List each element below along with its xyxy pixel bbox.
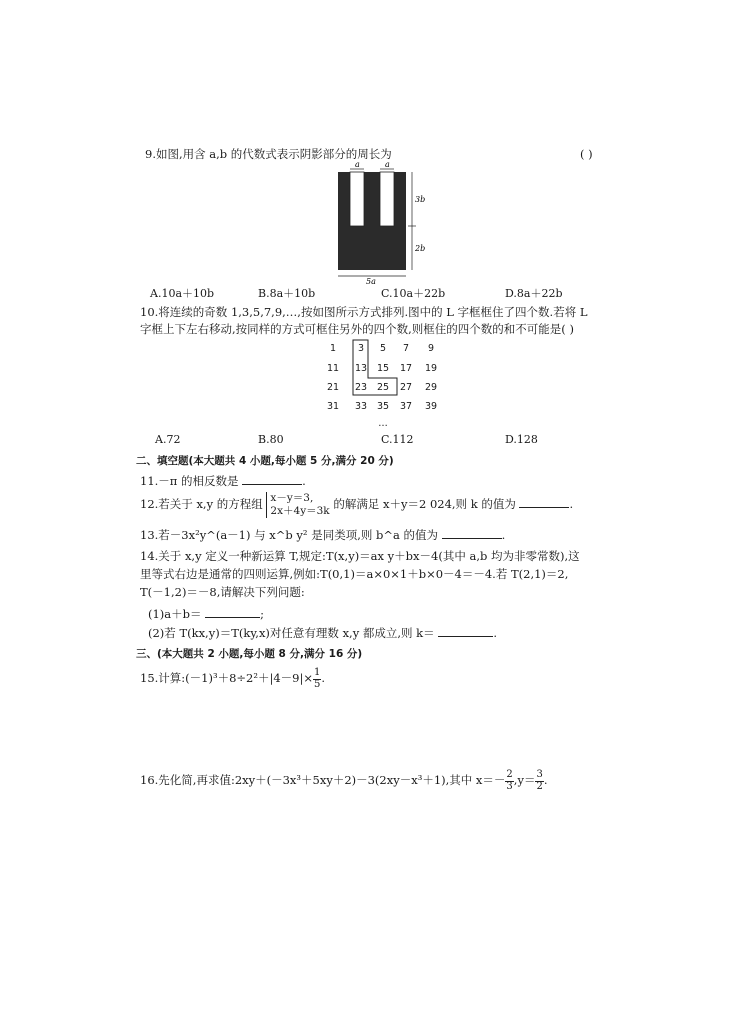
q15-text: 15.计算:(－1)³＋8÷2²＋|4－9|× (140, 671, 313, 685)
q12-equation-system (266, 492, 329, 518)
grid-cell: 3 (357, 343, 365, 354)
q13 (140, 528, 505, 542)
q11-end: . (302, 474, 306, 488)
q14-part1 (148, 607, 264, 621)
q16 (140, 770, 547, 792)
q14-part2 (148, 626, 497, 640)
grid-cell: 1 (329, 343, 337, 354)
grid-cell: 39 (424, 401, 438, 412)
q10-option-b: B.80 (258, 433, 284, 446)
q9-label-3b: 3b (415, 195, 426, 204)
q16-text: 16.先化简,再求值:2xy＋(－3x³＋5xy＋2)－3(2xy－x³＋1),其中 x＝－ (140, 773, 506, 787)
q10-option-a: A.72 (155, 433, 181, 446)
q14-part1-text: (1)a＋b＝ (148, 607, 202, 621)
grid-cell: 19 (424, 363, 438, 374)
q16-y-num: 3 (536, 769, 543, 780)
q16-y-den: 2 (536, 780, 543, 792)
q13-text: 13.若－3x²y^(a－1) 与 x^b y² 是同类项,则 b^a 的值为 (140, 528, 439, 542)
grid-cell: 9 (427, 343, 435, 354)
q16-mid: ,y＝ (513, 773, 536, 787)
q14-part2-text: (2)若 T(kx,y)＝T(ky,x)对任意有理数 x,y 都成立,则 k＝ (148, 626, 435, 640)
grid-cell: 35 (376, 401, 390, 412)
grid-cell: 27 (399, 382, 413, 393)
q13-end: . (501, 528, 506, 542)
q9-shaded-shape (338, 172, 406, 270)
grid-cell: 23 (354, 382, 368, 393)
q16-x-num: 2 (506, 769, 513, 780)
q10-stem-line1: 10.将连续的奇数 1,3,5,7,9,…,按如图所示方式排列.图中的 L 字框框住了四个数.若将 L (140, 305, 588, 319)
q11 (140, 474, 306, 488)
q9-stem: 9.如图,用含 a,b 的代数式表示阴影部分的周长为 (145, 147, 392, 161)
q15-end: . (321, 671, 325, 685)
q15 (140, 668, 325, 690)
q16-end: . (543, 773, 548, 787)
q9-option-a: A.10a＋10b (150, 287, 215, 300)
q14-part2-blank[interactable] (438, 635, 493, 637)
q9-label-a2: a (385, 160, 390, 169)
q14-line1: 14.关于 x,y 定义一种新运算 T,规定:T(x,y)＝ax y＋bx－4(其中 a,b 均为非零常数),这 (140, 549, 580, 563)
q10-l-frame (322, 338, 452, 418)
grid-cell: 7 (402, 343, 410, 354)
q15-frac-den: 5 (313, 678, 321, 690)
q12-pre: 12.若关于 x,y 的方程组 (140, 497, 263, 512)
grid-ellipsis: … (378, 418, 388, 429)
q11-answer-blank[interactable] (242, 483, 302, 485)
q14-part1-blank[interactable] (205, 616, 260, 618)
q10-option-c: C.112 (381, 433, 414, 446)
section-2-heading: 二、填空题(本大题共 4 小题,每小题 5 分,满分 20 分) (136, 455, 394, 467)
q13-answer-blank[interactable] (442, 537, 502, 539)
q16-y-fraction (535, 770, 543, 792)
q16-x-fraction (505, 770, 513, 792)
q9-label-5a: 5a (366, 277, 376, 285)
q9-option-b: B.8a＋10b (258, 287, 316, 300)
grid-cell: 5 (379, 343, 387, 354)
section-3-heading: 三、(本大题共 2 小题,每小题 8 分,满分 16 分) (136, 648, 363, 660)
q9-answer-paren: ( ) (580, 147, 593, 161)
q12-end: . (569, 497, 574, 512)
q12 (140, 492, 573, 518)
grid-cell: 29 (424, 382, 438, 393)
q11-text: 11.－π 的相反数是 (140, 474, 239, 488)
grid-cell: 25 (376, 382, 390, 393)
grid-cell: 17 (399, 363, 413, 374)
q10-option-d: D.128 (505, 433, 538, 446)
q15-frac-num: 1 (313, 667, 321, 678)
grid-cell: 11 (326, 363, 340, 374)
q14-part1-end: ; (260, 607, 265, 621)
grid-cell: 15 (376, 363, 390, 374)
q12-eq1: x－y＝3, (270, 492, 314, 504)
q10-stem-line2: 字框上下左右移动,按同样的方式可框住另外的四个数,则框住的四个数的和不可能是( ) (140, 322, 574, 336)
q9-option-c: C.10a＋22b (381, 287, 446, 300)
q9-label-2b: 2b (415, 244, 426, 253)
grid-cell: 37 (399, 401, 413, 412)
q14-line3: T(－1,2)＝－8,请解决下列问题: (140, 585, 305, 599)
q12-eq2: 2x＋4y＝3k (270, 505, 330, 518)
q16-x-den: 3 (506, 780, 513, 792)
q9-figure (330, 160, 440, 285)
q9-option-d: D.8a＋22b (505, 287, 563, 300)
grid-cell: 21 (326, 382, 340, 393)
q12-answer-blank[interactable] (519, 506, 569, 508)
grid-cell: 31 (326, 401, 340, 412)
grid-cell: 33 (354, 401, 368, 412)
grid-cell: 13 (354, 363, 368, 374)
q14-line2: 里等式右边是通常的四则运算,例如:T(0,1)＝a×0×1＋b×0－4＝－4.若 T(2,1)＝2, (140, 567, 569, 581)
q9-label-a1: a (355, 160, 360, 169)
q14-part2-end: . (493, 626, 497, 640)
q12-post: 的解满足 x＋y＝2 024,则 k 的值为 (333, 497, 516, 512)
